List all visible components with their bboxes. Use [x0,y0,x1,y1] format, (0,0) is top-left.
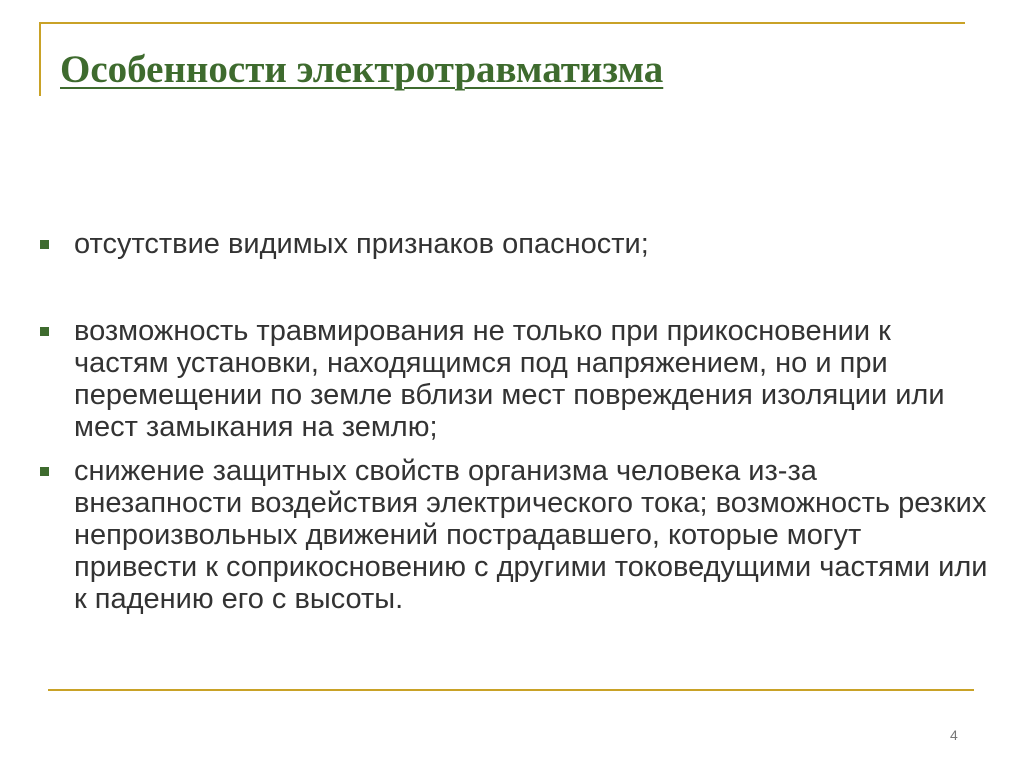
bullet-item [40,315,990,443]
bullet-text: возможность травмирования не только при прикосновении к частям установки, находящимся под напряжением, но и при перемещении по земле вблизи мест повреждения изоляции или мест замыкания на землю; [74,315,945,443]
square-bullet-icon [40,240,49,249]
page-number: 4 [950,727,958,743]
top-frame-line [39,22,965,24]
bottom-frame-line [48,689,974,691]
square-bullet-icon [40,467,49,476]
bullet-item [40,228,990,260]
bullet-item [40,455,990,615]
bullet-text: снижение защитных свойств организма человека из-за внезапности воздействия электрического тока; возможность резких непроизвольных движений пострадавшего, которые могут привести к соприкосновению с другими токоведущими частями или к падению его с высоты. [74,455,988,615]
square-bullet-icon [40,327,49,336]
slide-title: Особенности электротравматизма [60,48,664,91]
bullet-list [40,228,990,615]
bullet-text: отсутствие видимых признаков опасности; [74,228,649,260]
left-frame-line [39,22,41,96]
